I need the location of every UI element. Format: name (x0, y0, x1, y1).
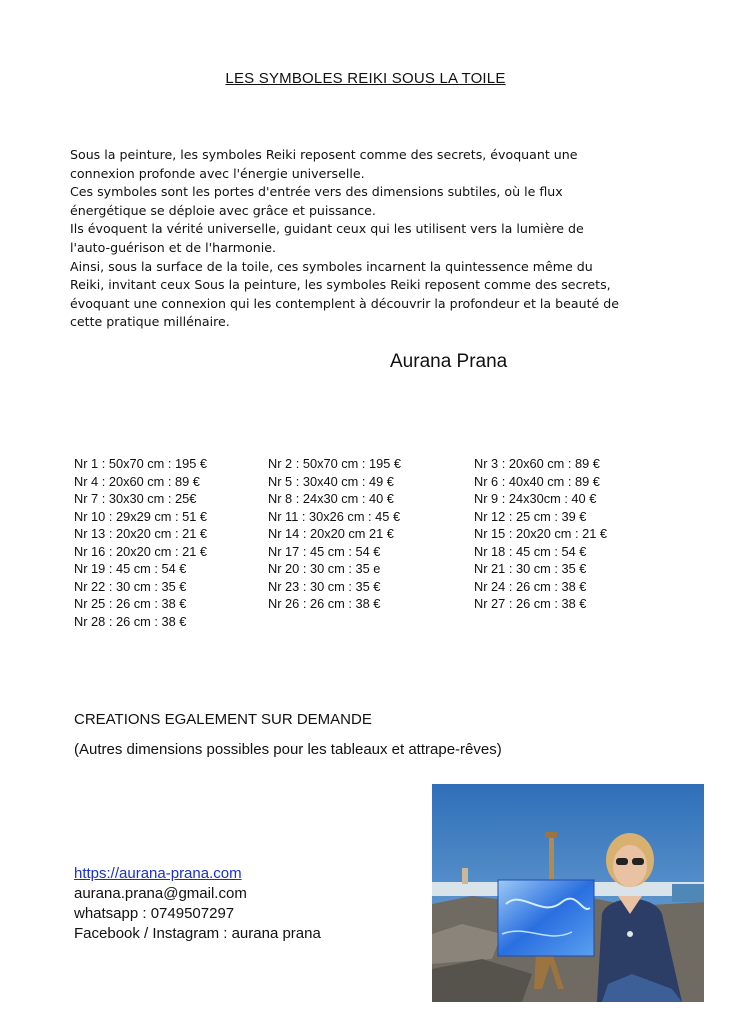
whatsapp-number: whatsapp : 0749507297 (74, 905, 235, 922)
price-item: Nr 15 : 20x20 cm : 21 € (474, 526, 608, 541)
poem-line: Reiki, invitant ceux Sous la peinture, les symboles Reiki reposent comme des secrets, (70, 277, 611, 293)
price-item: Nr 17 : 45 cm : 54 € (268, 543, 381, 559)
price-item: Nr 26 : 26 cm : 38 € (268, 596, 381, 611)
price-item: Nr 6 : 40x40 cm : 89 € (474, 473, 600, 489)
price-item: Nr 22 : 30 cm : 35 € (74, 578, 187, 594)
author-signature: Aurana Prana (390, 351, 508, 372)
price-item: Nr 14 : 20x20 cm 21 € (268, 526, 394, 541)
dimensions-note: (Autres dimensions possibles pour les tableaux et attrape-rêves) (74, 741, 502, 758)
artist-photo (432, 784, 704, 1002)
price-item: Nr 18 : 45 cm : 54 € (474, 543, 587, 559)
price-item: Nr 1 : 50x70 cm : 195 € (74, 456, 208, 471)
price-item: Nr 8 : 24x30 cm : 40 € (268, 491, 394, 506)
necklace-pendant (627, 931, 633, 937)
price-item: Nr 20 : 30 cm : 35 e (268, 561, 381, 576)
poem-line: énergétique se déploie avec grâce et puissance. (70, 202, 376, 218)
price-item: Nr 16 : 20x20 cm : 21 € (74, 543, 208, 559)
price-column-3 (474, 455, 607, 613)
poem-line: évoquant une connexion qui les contemplent à découvrir la profondeur et la beauté de (70, 295, 620, 311)
price-item: Nr 5 : 30x40 cm : 49 € (268, 473, 394, 489)
price-item: Nr 7 : 30x30 cm : 25€ (74, 491, 197, 506)
price-item: Nr 9 : 24x30cm : 40 € (474, 491, 597, 506)
price-item: Nr 13 : 20x20 cm : 21 € (74, 526, 208, 541)
price-item: Nr 23 : 30 cm : 35 € (268, 578, 381, 594)
price-item: Nr 21 : 30 cm : 35 € (474, 561, 587, 576)
poem-line: connexion profonde avec l'énergie universelle. (70, 165, 365, 181)
face (613, 845, 647, 887)
price-column-2 (268, 455, 401, 613)
website-link[interactable]: https://aurana-prana.com (74, 865, 242, 882)
poem-line: Ainsi, sous la surface de la toile, ces symboles incarnent la quintessence même du (70, 258, 593, 274)
email-address: aurana.prana@gmail.com (74, 885, 247, 902)
poem-text (70, 146, 670, 332)
price-item: Nr 10 : 29x29 cm : 51 € (74, 508, 208, 524)
sunglasses (616, 858, 628, 865)
creations-heading: CREATIONS EGALEMENT SUR DEMANDE (74, 711, 372, 728)
price-item: Nr 12 : 25 cm : 39 € (474, 508, 587, 524)
page-title: LES SYMBOLES REIKI SOUS LA TOILE (225, 70, 506, 87)
poem-line: cette pratique millénaire. (70, 314, 230, 330)
price-item: Nr 24 : 26 cm : 38 € (474, 578, 587, 594)
lighthouse (462, 868, 468, 884)
sea (672, 884, 704, 902)
price-list (0, 455, 731, 635)
poem-line: Ces symboles sont les portes d'entrée vers des dimensions subtiles, où le flux (70, 184, 563, 200)
price-item: Nr 25 : 26 cm : 38 € (74, 596, 187, 611)
price-item: Nr 28 : 26 cm : 38 € (74, 613, 187, 629)
price-column-1 (74, 455, 207, 630)
price-item: Nr 4 : 20x60 cm : 89 € (74, 473, 200, 489)
poem-line: Sous la peinture, les symboles Reiki reposent comme des secrets, évoquant une (70, 147, 578, 162)
artist-photo-illustration (432, 784, 704, 1002)
price-item: Nr 2 : 50x70 cm : 195 € (268, 456, 402, 471)
price-item: Nr 19 : 45 cm : 54 € (74, 561, 187, 576)
blue-painting (498, 880, 594, 956)
poem-line: l'auto-guérison et de l'harmonie. (70, 239, 276, 255)
price-item: Nr 27 : 26 cm : 38 € (474, 596, 587, 611)
social-handles: Facebook / Instagram : aurana prana (74, 925, 321, 942)
poem-line: Ils évoquent la vérité universelle, guidant ceux qui les utilisent vers la lumière de (70, 221, 584, 237)
price-item: Nr 3 : 20x60 cm : 89 € (474, 456, 600, 471)
contact-block (74, 864, 321, 944)
price-item: Nr 11 : 30x26 cm : 45 € (268, 508, 401, 524)
